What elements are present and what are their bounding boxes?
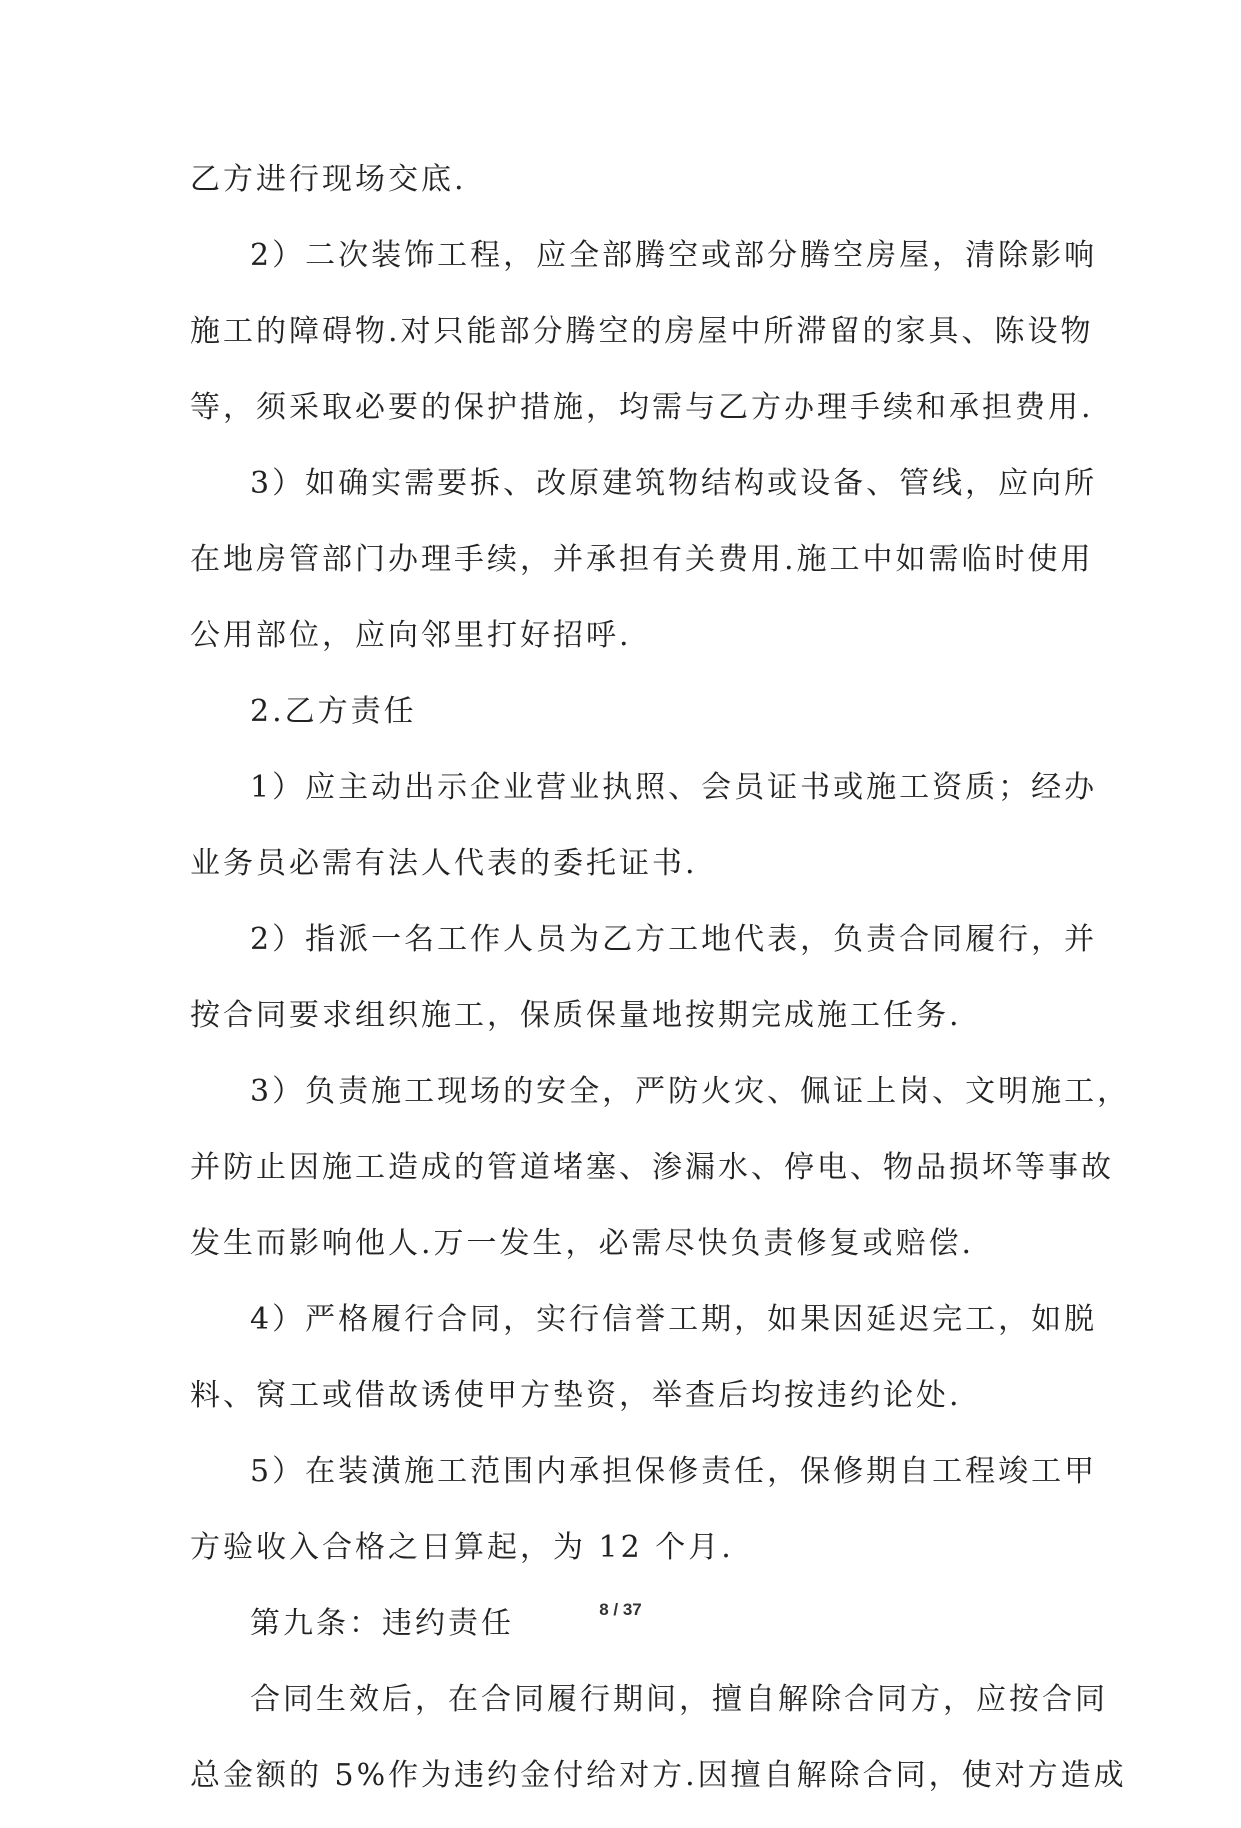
text-line: 在地房管部门办理手续，并承担有关费用.施工中如需临时使用 — [190, 542, 1094, 577]
text-line: 方验收入合格之日算起，为 12 个月. — [190, 1530, 734, 1565]
page-number: 8 / 37 — [599, 1600, 642, 1619]
text-line: 发生而影响他人.万一发生，必需尽快负责修复或赔偿. — [190, 1226, 975, 1261]
text-line: 3）负责施工现场的安全，严防火灾、佩证上岗、文明施工， — [250, 1074, 1131, 1109]
text-line: 总金额的 5%作为违约金付给对方.因擅自解除合同，使对方造成 — [190, 1758, 1127, 1793]
document-body — [190, 156, 1131, 1828]
text-line: 公用部位，应向邻里打好招呼. — [190, 618, 632, 653]
section-heading: 2.乙方责任 — [250, 694, 417, 729]
text-line: 2）指派一名工作人员为乙方工地代表，负责合同履行，并 — [250, 922, 1098, 957]
text-line: 料、窝工或借故诱使甲方垫资，举查后均按违约论处. — [190, 1378, 962, 1413]
text-line: 4）严格履行合同，实行信誉工期，如果因延迟完工，如脱 — [250, 1302, 1098, 1337]
text-line: 并防止因施工造成的管道堵塞、渗漏水、停电、物品损坏等事故 — [190, 1150, 1114, 1185]
text-line: 3）如确实需要拆、改原建筑物结构或设备、管线，应向所 — [250, 466, 1098, 501]
text-line: 等，须采取必要的保护措施，均需与乙方办理手续和承担费用. — [190, 390, 1094, 425]
article-heading: 第九条：违约责任 — [250, 1606, 514, 1641]
text-line: 2）二次装饰工程，应全部腾空或部分腾空房屋，清除影响 — [250, 238, 1098, 273]
text-line: 业务员必需有法人代表的委托证书. — [190, 846, 698, 881]
text-line: 按合同要求组织施工，保质保量地按期完成施工任务. — [190, 998, 962, 1033]
text-line: 1）应主动出示企业营业执照、会员证书或施工资质；经办 — [250, 770, 1098, 805]
text-line: 5）在装潢施工范围内承担保修责任，保修期自工程竣工甲 — [250, 1454, 1098, 1489]
text-line: 乙方进行现场交底. — [190, 162, 467, 197]
text-line: 合同生效后，在合同履行期间，擅自解除合同方，应按合同 — [250, 1682, 1108, 1717]
text-line: 施工的障碍物.对只能部分腾空的房屋中所滞留的家具、陈设物 — [190, 314, 1094, 349]
